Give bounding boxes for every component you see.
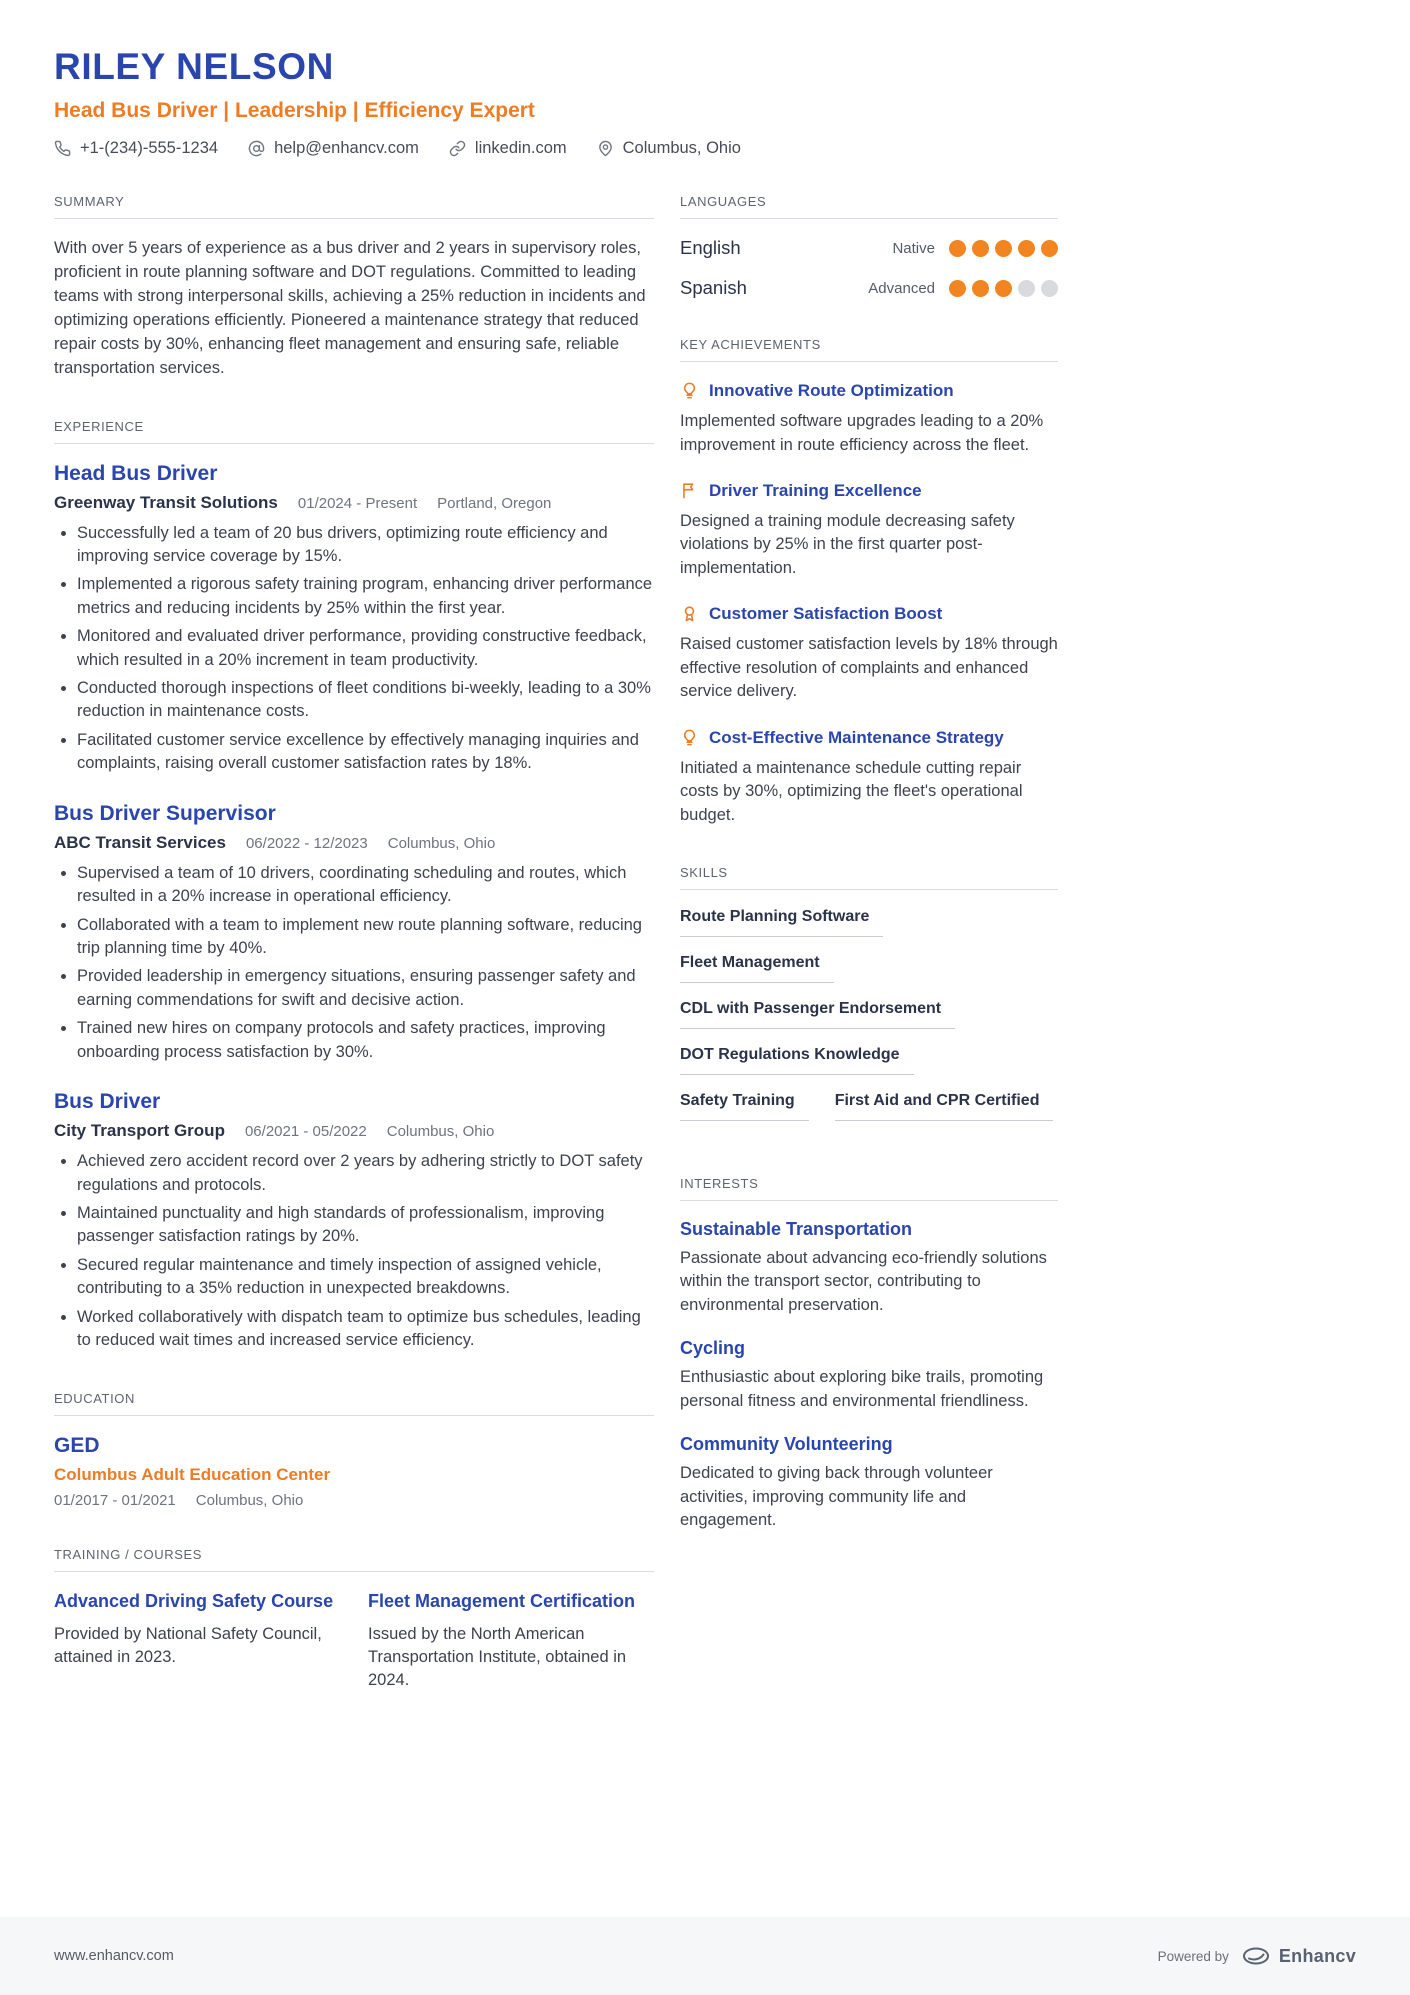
achievements-section: [680, 337, 1058, 827]
interest-item: [680, 1219, 1058, 1317]
achievement-item: [680, 380, 1058, 457]
courses-grid: [54, 1590, 654, 1693]
skill-item: Safety Training: [680, 1092, 809, 1121]
experience-job: [54, 1090, 654, 1352]
course-description: Provided by National Safety Council, attained in 2023.: [54, 1624, 322, 1666]
languages-section: [680, 194, 1058, 299]
skill-item: CDL with Passenger Endorsement: [680, 1000, 955, 1029]
training-section: [54, 1547, 654, 1693]
skill-item: First Aid and CPR Certified: [835, 1092, 1054, 1121]
job-location: Columbus, Ohio: [386, 1123, 495, 1141]
language-name: English: [680, 237, 741, 258]
job-bullet: • Monitored and evaluated driver performance, providing constructive feedback, which resulted in a 20% increment in team productivity.: [77, 625, 654, 672]
job-location: Portland, Oregon: [437, 494, 552, 512]
achievement-text: Initiated a maintenance schedule cutting repair costs by 30%, optimizing the fleet's operational budget.: [680, 758, 1023, 824]
contact-location-text: Columbus, Ohio: [622, 139, 741, 157]
course-title: Fleet Management Certification: [368, 1590, 636, 1611]
experience-section: [54, 419, 654, 1353]
achievement-title: Cost-Effective Maintenance Strategy: [709, 727, 1004, 747]
achievement-text: Implemented software upgrades leading to a 20% improvement in route efficiency across the fleet.: [680, 412, 1044, 454]
contact-link[interactable]: [449, 139, 567, 158]
education-dates: 01/2017 - 01/2021: [54, 1491, 176, 1509]
enhancv-logo-icon: [1241, 1946, 1271, 1966]
enhancv-logo-link[interactable]: [1241, 1946, 1356, 1967]
education-school: Columbus Adult Education Center: [54, 1464, 331, 1484]
job-bullets: [54, 522, 654, 776]
skills-list: [680, 908, 1058, 1138]
job-company: ABC Transit Services: [54, 832, 226, 852]
language-rating-dot: [995, 240, 1012, 257]
education-degree: GED: [54, 1433, 100, 1457]
job-bullet: • Facilitated customer service excellence by effectively managing inquiries and complaints, raising overall customer satisfaction rates by 18%.: [77, 729, 654, 776]
contact-email[interactable]: [248, 139, 419, 158]
language-rating-dot: [1018, 240, 1035, 257]
language-rating: [949, 240, 1058, 257]
contact-location: [597, 139, 741, 158]
at-sign-icon: [248, 140, 265, 157]
job-meta: [54, 833, 654, 853]
powered-by: [1158, 1946, 1356, 1967]
education-meta: [54, 1492, 654, 1509]
interest-item: [680, 1338, 1058, 1413]
flag-icon: [680, 481, 699, 500]
powered-by-label: Powered by: [1157, 1948, 1229, 1964]
language-rating-dot: [972, 280, 989, 297]
job-bullets: [54, 862, 654, 1064]
education-section: [54, 1391, 654, 1509]
summary-heading: SUMMARY: [54, 194, 654, 219]
achievement-text: Designed a training module decreasing safety violations by 25% in the first quarter post-implementation.: [680, 512, 1015, 577]
course-item: [54, 1590, 340, 1693]
language-row: [680, 277, 1058, 299]
education-heading: EDUCATION: [54, 1391, 654, 1416]
interest-text: Dedicated to giving back through volunteer activities, improving community life and engagement.: [680, 1464, 993, 1529]
achievement-title: Innovative Route Optimization: [709, 381, 954, 400]
language-rating-dot: [972, 240, 989, 257]
course-description: Issued by the North American Transportation Institute, obtained in 2024.: [368, 1624, 627, 1690]
course-title: Advanced Driving Safety Course: [54, 1590, 334, 1611]
lightbulb-icon: [680, 381, 699, 400]
job-title: Bus Driver: [54, 1090, 161, 1114]
job-meta: [54, 493, 654, 513]
job-bullet: • Collaborated with a team to implement new route planning software, reducing trip planning time by 40%.: [77, 914, 654, 961]
job-bullet: • Conducted thorough inspections of fleet conditions bi-weekly, leading to a 30% reduction in maintenance costs.: [77, 677, 654, 724]
achievements-heading: KEY ACHIEVEMENTS: [680, 337, 1058, 362]
experience-job: [54, 462, 654, 776]
achievement-text: Raised customer satisfaction levels by 18% through effective resolution of complaints and enhanced service delivery.: [680, 635, 1058, 701]
interests-heading: INTERESTS: [680, 1176, 1058, 1201]
skills-section: [680, 865, 1058, 1138]
interest-title: Sustainable Transportation: [680, 1219, 913, 1240]
interest-title: Community Volunteering: [680, 1434, 893, 1455]
job-location: Columbus, Ohio: [387, 834, 496, 852]
interest-title: Cycling: [680, 1338, 746, 1359]
skill-item: DOT Regulations Knowledge: [680, 1046, 914, 1075]
language-level: Advanced: [868, 279, 935, 297]
contact-link-text: linkedin.com: [474, 139, 567, 157]
job-bullets: [54, 1150, 654, 1352]
language-rating-dot: [949, 240, 966, 257]
interest-text: Enthusiastic about exploring bike trails, promoting personal fitness and environmental friendliness.: [680, 1368, 1044, 1410]
resume-header: [54, 46, 1356, 158]
contact-email-text: help@enhancv.com: [274, 139, 419, 157]
achievement-item: [680, 480, 1058, 580]
job-bullet: • Secured regular maintenance and timely inspection of assigned vehicle, contributing to a 35% reduction in unexpected breakdowns.: [77, 1254, 654, 1301]
job-bullet: • Implemented a rigorous safety training program, enhancing driver performance metrics and reducing incidents by 25% within the first year.: [77, 573, 654, 620]
experience-job: [54, 802, 654, 1064]
contact-row: [54, 139, 1356, 158]
lightbulb-icon: [680, 728, 699, 747]
job-bullet: • Trained new hires on company protocols and safety practices, improving onboarding process satisfaction by 30%.: [77, 1017, 654, 1064]
job-bullet: • Successfully led a team of 20 bus drivers, optimizing route efficiency and improving service coverage by 15%.: [77, 522, 654, 569]
page-footer: [0, 1917, 1410, 1995]
language-rating-dot: [1018, 280, 1035, 297]
summary-text: With over 5 years of experience as a bus driver and 2 years in supervisory roles, proficient in route planning software and DOT regulations. Committed to leading teams with strong interpersonal skills, achieving a 25% reduction in incidents and optimizing operations efficiently. Pioneered a maintenance strategy that reduced repair costs by 30%, enhancing fleet management and ensuring safe, reliable transportation services.: [54, 239, 646, 377]
job-meta: [54, 1121, 654, 1141]
job-bullet: • Worked collaboratively with dispatch team to optimize bus schedules, leading to reduced wait times and increased service efficiency.: [77, 1306, 654, 1353]
achievement-item: [680, 727, 1058, 827]
skill-item: Route Planning Software: [680, 908, 883, 937]
job-bullet: • Supervised a team of 10 drivers, coordinating scheduling and routes, which resulted in a 20% increase in operational efficiency.: [77, 862, 654, 909]
interest-item: [680, 1434, 1058, 1532]
contact-phone: [54, 139, 218, 158]
job-bullet: • Maintained punctuality and high standards of professionalism, improving passenger satisfaction ratings by 20%.: [77, 1202, 654, 1249]
language-level: Native: [892, 239, 935, 257]
course-item: [368, 1590, 654, 1693]
language-row: [680, 237, 1058, 259]
language-rating-dot: [1041, 280, 1058, 297]
language-rating-dot: [949, 280, 966, 297]
phone-icon: [54, 140, 71, 157]
languages-heading: LANGUAGES: [680, 194, 1058, 219]
contact-phone-text: +1-(234)-555-1234: [80, 139, 219, 157]
job-bullet: • Achieved zero accident record over 2 years by adhering strictly to DOT safety regulations and protocols.: [77, 1150, 654, 1197]
achievement-title: Driver Training Excellence: [709, 480, 922, 500]
language-rating-dot: [995, 280, 1012, 297]
job-title: Bus Driver Supervisor: [54, 801, 276, 825]
enhancv-brand-text: Enhancv: [1278, 1945, 1356, 1966]
link-icon: [449, 140, 466, 157]
location-pin-icon: [597, 140, 614, 157]
job-company: Greenway Transit Solutions: [54, 492, 278, 512]
job-dates: 01/2024 - Present: [297, 494, 418, 512]
medal-icon: [680, 604, 699, 623]
training-heading: TRAINING / COURSES: [54, 1547, 654, 1572]
language-rating-dot: [1041, 240, 1058, 257]
language-name: Spanish: [680, 277, 747, 298]
content-columns: [54, 194, 1356, 1731]
job-title: Head Bus Driver: [54, 461, 218, 485]
achievement-title: Customer Satisfaction Boost: [709, 604, 943, 624]
enhancv-site-link[interactable]: www.enhancv.com: [54, 1948, 174, 1964]
experience-heading: EXPERIENCE: [54, 419, 654, 444]
interests-section: [680, 1176, 1058, 1532]
left-column: [54, 194, 654, 1731]
language-rating: [949, 280, 1058, 297]
candidate-name: RILEY NELSON: [54, 46, 334, 87]
education-location: Columbus, Ohio: [195, 1491, 304, 1509]
summary-section: [54, 194, 654, 381]
skills-heading: SKILLS: [680, 865, 1058, 890]
achievement-item: [680, 603, 1058, 703]
job-company: City Transport Group: [54, 1121, 225, 1141]
candidate-title: Head Bus Driver | Leadership | Efficiency Expert: [54, 99, 535, 122]
job-bullet: • Provided leadership in emergency situations, ensuring passenger safety and earning commendations for swift and decisive action.: [77, 965, 654, 1012]
job-dates: 06/2022 - 12/2023: [245, 834, 368, 852]
skill-item: Fleet Management: [680, 954, 834, 983]
right-column: [680, 194, 1058, 1731]
interest-text: Passionate about advancing eco-friendly solutions within the transport sector, contributing to environmental preservation.: [680, 1249, 1047, 1314]
job-dates: 06/2021 - 05/2022: [244, 1123, 367, 1141]
